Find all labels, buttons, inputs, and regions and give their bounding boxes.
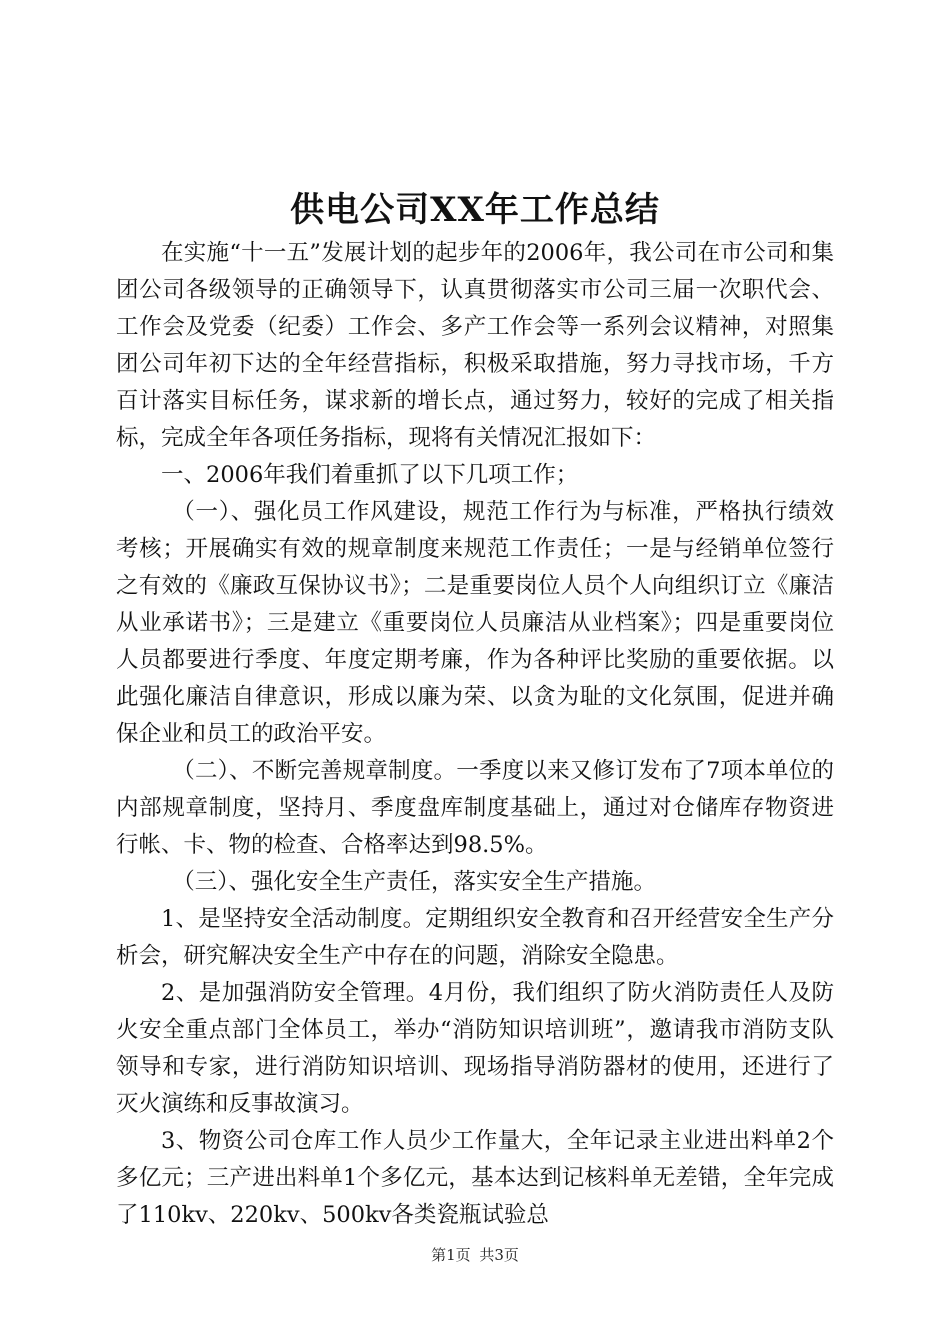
paragraph-subitem-3: 3、物资公司仓库工作人员少工作量大，全年记录主业进出料单2个多亿元；三产进出料单1个多亿元，基本达到记核料单无差错，全年完成了110kv、220kv、500kv各类瓷瓶试验总 [116,1128,834,1228]
page-total: 共3页 [479,1246,519,1264]
document-title: 供电公司XX年工作总结 [290,190,660,230]
paragraph-subitem-2: 2、是加强消防安全管理。4月份，我们组织了防火消防责任人及防火安全重点部门全体员工，举办“消防知识培训班”，邀请我市消防支队领导和专家，进行消防知识培训、现场指导消防器材的使用，还进行了灭火演练和反事故演习。 [116,980,834,1117]
paragraph-section-heading: 一、2006年我们着重抓了以下几项工作； [161,462,579,488]
page-footer [0,1245,950,1265]
page-number: 第1页 [431,1246,471,1264]
paragraph-item-3: （三）、强化安全生产责任，落实安全生产措施。 [172,869,657,895]
paragraph-subitem-1: 1、是坚持安全活动制度。定期组织安全教育和召开经营安全生产分析会，研究解决安全生产中存在的问题，消除安全隐患。 [116,906,834,969]
document-body [116,235,834,1234]
paragraph-item-1: （一）、强化员工作风建设，规范工作行为与标准，严格执行绩效考核；开展确实有效的规章制度来规范工作责任；一是与经销单位签行之有效的《廉政互保协议书》；二是重要岗位人员个人向组织订立《廉洁从业承诺书》；三是建立《重要岗位人员廉洁从业档案》；四是重要岗位人员都要进行季度、年度定期考廉，作为各种评比奖励的重要依据。以此强化廉洁自律意识，形成以廉为荣、以贪为耻的文化氛围，促进并确保企业和员工的政治平安。 [116,499,834,747]
paragraph-intro: 在实施“十一五”发展计划的起步年的2006年，我公司在市公司和集团公司各级领导的正确领导下，认真贯彻落实市公司三届一次职代会、工作会及党委（纪委）工作会、多产工作会等一系列会议精神，对照集团公司年初下达的全年经营指标，积极采取措施，努力寻找市场，千方百计落实目标任务，谋求新的增长点，通过努力，较好的完成了相关指标，完成全年各项任务指标，现将有关情况汇报如下： [116,240,834,451]
paragraph-item-2: （二）、不断完善规章制度。一季度以来又修订发布了7项本单位的内部规章制度，坚持月、季度盘库制度基础上，通过对仓储库存物资进行帐、卡、物的检查、合格率达到98.5%。 [116,758,834,858]
